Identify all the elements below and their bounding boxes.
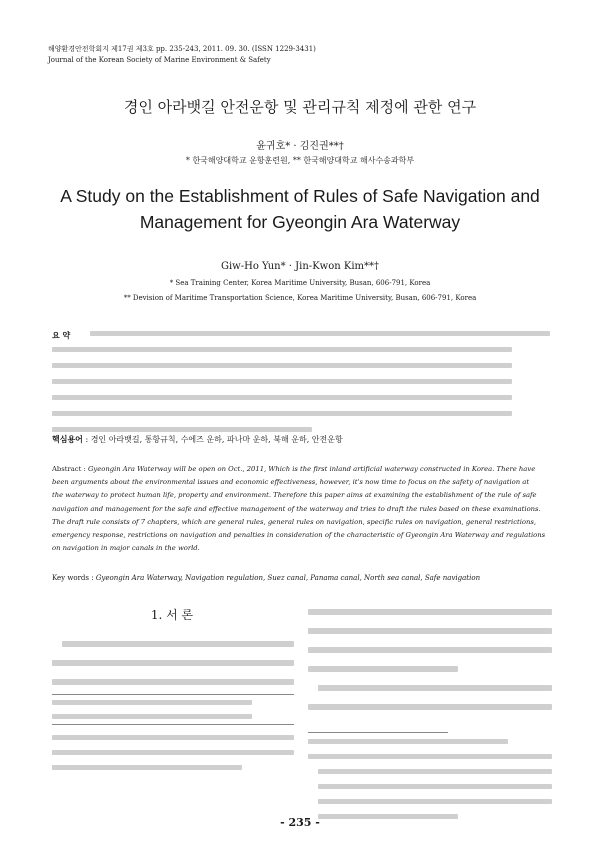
author-notes-divider: [52, 694, 294, 695]
references-divider: [308, 732, 448, 733]
korean-abstract-label: 요 약: [52, 330, 71, 340]
english-affiliation-1: * Sea Training Center, Korea Maritime University, Busan, 606-791, Korea: [169, 279, 431, 287]
right-column-body: [308, 609, 552, 710]
section-heading: 1. 서 론: [150, 608, 194, 622]
journal-name-english: Journal of the Korean Society of Marine Environment & Safety: [48, 56, 271, 64]
korean-keywords-label: 핵심용어: [52, 434, 83, 444]
korean-title: 경인 아라뱃길 안전운항 및 관리규칙 제정에 관한 연구: [123, 98, 477, 116]
abstract-line: been arguments about the environmental issues and economic effectiveness, however, it's now time to focus on the safety of navigation at: [52, 478, 530, 487]
korean-keywords-text: 경인 아라뱃길, 통항규칙, 수에즈 운하, 파나마 운하, 북해 운하, 안전운항: [90, 435, 343, 444]
abstract-line: on navigation in major canals in the world.: [52, 544, 200, 553]
english-keywords: Key words : Gyeongin Ara Waterway, Navigation regulation, Suez canal, Panama canal, North sea canal, Safe navigation: [52, 574, 481, 582]
journal-citation: 해양환경안전학회지 제17권 제3호 pp. 235-243, 2011. 09. 30. (ISSN 1229-3431): [48, 45, 316, 53]
korean-keywords: 핵심용어 : 경인 아라뱃길, 통항규칙, 수에즈 운하, 파나마 운하, 북해 운하, 안전운항: [52, 434, 343, 444]
english-affiliation-2: ** Devision of Maritime Transportation Science, Korea Maritime University, Busan, 606-791, Korea: [123, 294, 477, 302]
abstract-line: the waterway to protect human life, property and environment. Therefore this paper aims at examining the establishment of the rule of safe: [52, 491, 537, 500]
english-abstract: [52, 463, 552, 555]
korean-abstract-body: [90, 331, 550, 432]
english-abstract-label: Abstract: [52, 465, 82, 473]
abstract-line: Abstract : Gyeongin Ara Waterway will be open on Oct., 2011, Which is the first inland artificial waterway constructed in Korea. There have: [52, 465, 536, 473]
author-notes: [52, 700, 252, 719]
korean-affiliations: * 한국해양대학교 운항훈련원, ** 한국해양대학교 해사수송과학부: [185, 156, 415, 165]
abstract-line: The draft rule consists of 7 chapters, which are general rules, general rules on navigation, specific rules on navigation, general restrictions,: [52, 517, 537, 526]
abstract-line: navigation and management for the safe and effective management of the waterway and tries to draft the rules based on these examinations.: [52, 504, 541, 513]
english-title-line-1: A Study on the Establishment of Rules of Safe Navigation and: [60, 186, 540, 206]
footnote-references: [308, 739, 552, 819]
english-keywords-text: Gyeongin Ara Waterway, Navigation regulation, Suez canal, Panama canal, North sea canal, Safe navigation: [95, 574, 481, 582]
english-title-line-2: Management for Gyeongin Ara Waterway: [139, 212, 461, 232]
abstract-line: emergency response, restrictions on navigation and penalties in consideration of the characteristic of Gyeongin Ara Waterway and regulations: [52, 531, 546, 540]
english-keywords-label: Key words: [52, 574, 89, 582]
presentation-note: [52, 735, 294, 770]
english-authors: Giw-Ho Yun* · Jin-Kwon Kim**†: [220, 261, 380, 272]
left-column-body: [52, 641, 294, 685]
page-number: - 235 -: [280, 816, 320, 829]
presentation-note-divider: [52, 724, 294, 725]
korean-authors: 윤귀호* · 김진권**†: [256, 141, 344, 152]
